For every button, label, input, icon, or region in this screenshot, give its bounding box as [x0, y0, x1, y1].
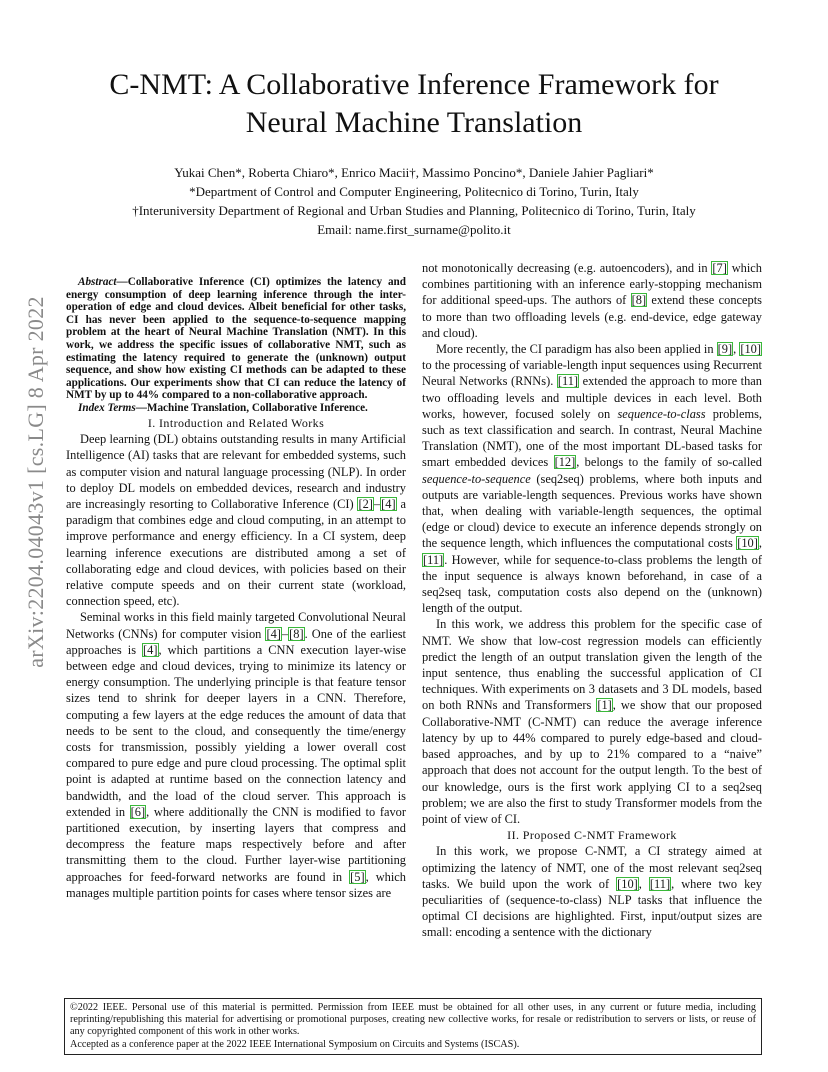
citation-link[interactable]: [11] — [649, 876, 671, 891]
text-run: . One of the earliest approaches is — [66, 626, 406, 657]
affiliation-2: †Interuniversity Department of Regional and Urban Studies and Planning, Politecnico di Torino, Turin, Italy — [132, 203, 696, 218]
index-terms-label: Index Terms — [78, 401, 136, 414]
citation-link[interactable]: [11] — [423, 552, 444, 567]
text-run: , which partitions a CNN execution layer-wise between edge and cloud devices, trying to minimize its latency or energy consumption. The underlying principle is that feature tensor sizes tend to shrink for deeper layers in a CNN. Therefore, computing a few layers at the edge reduces the amount of data that needs to be sent to the cloud, and consequently the time/energy costs for transmission, possibly yielding a lower overall cost compared to pure edge and pure cloud processing. The optimal split point is adapted at runtime based on the connection latency and bandwidth, and the load of the cloud server. This approach is extended in — [66, 642, 407, 819]
author-block — [60, 163, 768, 239]
citation-link[interactable]: [12] — [554, 455, 576, 470]
text-run: Deep learning (DL) obtains outstanding results in many Artificial Intelligence (AI) tasks that are relevant for embedded systems, such as computer vision and natural language processing (NLP). In order to deploy DL models on embedded devices, research and industry are increasingly resorting to Collaborative Inference (CI) — [66, 432, 406, 511]
intro-paragraph-2 — [66, 609, 406, 901]
citation-link[interactable]: [7] — [712, 261, 727, 275]
citation-link[interactable]: [4] — [381, 496, 396, 511]
citation-link[interactable]: [10] — [617, 876, 638, 891]
text-run: extended the approach to more than two offloading levels and multiple devices in each level. Both works, however, focused solely on — [422, 374, 762, 421]
right-column — [422, 260, 762, 941]
text-run: not monotonically decreasing (e.g. autoencoders), and in — [422, 261, 712, 275]
abstract — [66, 276, 406, 402]
citation-link[interactable]: [8] — [631, 293, 647, 308]
author-names: Yukai Chen*, Roberta Chiaro*, Enrico Macii†, Massimo Poncino*, Daniele Jahier Pagliari* — [174, 165, 654, 180]
text-run: , where additionally the CNN is modified to favor partitioned execution, by inserting layers that compress and decompress the feature maps respectively before and after transmitting them to the cloud. Further layer-wise partitioning approaches for feed-forward networks are found in — [66, 804, 406, 884]
abstract-label: Abstract — [78, 276, 117, 288]
citation-link[interactable]: [8] — [289, 626, 304, 641]
intro-paragraph-3 — [422, 341, 762, 616]
text-run: which combines partitioning with an inference early-stopping mechanism for additional speed-ups. The authors of — [422, 261, 762, 308]
text-run: . However, while for sequence-to-class problems the length of the input sequence is always known beforehand, in case of a seq2seq task, computation costs also depend on the (unknown) length of the output. — [422, 552, 762, 616]
citation-link[interactable]: [10] — [740, 342, 761, 357]
title-line-2: Neural Machine Translation — [245, 106, 583, 139]
citation-link[interactable]: [4] — [266, 626, 281, 641]
italic-term: sequence-to-sequence — [422, 471, 531, 486]
intro-paragraph-4 — [422, 616, 762, 827]
abstract-text: —Collaborative Inference (CI) optimizes the latency and energy consumption of deep learning inference through the inter-operation of edge and cloud devices. Albeit beneficial for other tasks, CI has never been applied to the sequence-to-sequence mapping problem at the heart of Neural Machine Translation (NMT). In this work, we address the specific issues of collaborative NMT, such as estimating the latency required to generate the (unknown) output sequence, and show how existing CI methods can be adapted to these applications. Our experiments show that CI can reduce the latency of NMT by up to 44% compared to a non-collaborative approach. — [66, 276, 406, 402]
text-run: , which manages multiple partition points for cases where tensor sizes are — [66, 869, 406, 900]
accepted-note: Accepted as a conference paper at the 2022 IEEE International Symposium on Circuits and Systems (ISCAS). — [70, 1038, 520, 1050]
text-run: (seq2seq) problems, where both inputs and outputs are variable-length sequences. Previous works have shown that, when dealing with variable-length sequences, the optimal (edge or cloud) device to execute an inference depends strongly on the sequence length, which influences the computational costs — [422, 471, 762, 551]
copyright-notice-box — [64, 998, 762, 1055]
title-line-1: C-NMT: A Collaborative Inference Framework for — [109, 68, 719, 101]
text-run: , we show that our proposed Collaborative-NMT (C-NMT) can reduce the average inference latency by up to 44% compared to purely edge-based and cloud-based approaches, and by up to 21% compared to a “naive” approach that does not account for the output length. To the best of our knowledge, ours is the first work applying CI to a seq2seq problem; we are also the first to study Transformer models from the point of view of CI. — [422, 698, 762, 826]
text-run: , — [758, 536, 762, 551]
section-1-heading: I. Introduction and Related Works — [147, 415, 325, 430]
framework-paragraph-1 — [422, 843, 762, 940]
text-run: , belongs to the family of so-called — [576, 455, 762, 470]
text-run: – — [373, 496, 381, 511]
citation-link[interactable]: [1] — [597, 698, 612, 713]
text-run: In this work, we address this problem for the specific case of NMT. We show that low-cost regression models can efficiently predict the length of an output translation given the length of the input sentence, thus enabling the successful application of CI techniques. With experiments on 3 datasets and 3 DL models, based on both RNNs and Transformers — [422, 617, 762, 713]
intro-paragraph-1 — [66, 431, 406, 609]
left-column — [66, 276, 406, 901]
text-run: to the processing of variable-length input sequences using Recurrent Neural Networks (RNNs). — [422, 358, 762, 389]
affiliation-1: *Department of Control and Computer Engineering, Politecnico di Torino, Turin, Italy — [189, 184, 639, 199]
text-run: , — [638, 876, 649, 891]
paper-title — [60, 66, 768, 142]
text-run: – — [281, 626, 289, 641]
index-terms-text: —Machine Translation, Collaborative Inference. — [135, 401, 368, 414]
index-terms — [66, 402, 406, 415]
text-run: More recently, the CI paradigm has also been applied in — [436, 342, 717, 357]
text-run: a paradigm that combines edge and cloud computing, in an attempt to improve performance and energy efficiency. In a CI system, deep learning inference executions are distributed among a set of collaborating edge and cloud devices, with policies based on their relative compute speeds and on their current state (workload, connection speed, etc). — [66, 496, 406, 609]
text-run: problems, such as text classification and search. In contrast, Neural Machine Translation (NMT), one of the most important DL-based tasks for smart embedded devices — [422, 406, 762, 470]
citation-link[interactable]: [4] — [143, 642, 158, 657]
citation-link[interactable]: [9] — [717, 342, 733, 357]
text-run: , where two key peculiarities of (sequence-to-class) NLP tasks that influence the optimal CI decisions are highlighted. First, input/output sizes are small: encoding a sentence with the dictionary — [422, 876, 762, 940]
italic-term: sequence-to-class — [617, 406, 706, 421]
arxiv-watermark — [24, 292, 48, 672]
citation-link[interactable]: [6] — [130, 804, 146, 819]
continued-paragraph — [422, 260, 762, 341]
text-run: , — [733, 342, 740, 357]
citation-link[interactable]: [5] — [350, 869, 365, 884]
text-run: extend these concepts to more than two offloading levels (e.g. end-device, edge gateway and cloud). — [422, 293, 762, 340]
citation-link[interactable]: [11] — [557, 374, 579, 389]
copyright-text: ©2022 IEEE. Personal use of this material is permitted. Permission from IEEE must be obtained for all other uses, in any current or future media, including reprinting/republishing this material for advertising or promotional purposes, creating new collective works, for resale or redistribution to servers or lists, or reuse of any copyrighted component of this work in other works. — [70, 1002, 756, 1038]
arxiv-id: arXiv:2204.04043v1 [cs.LG] 8 Apr 2022 — [23, 296, 48, 668]
author-email: Email: name.first_surname@polito.it — [317, 222, 511, 237]
citation-link[interactable]: [2] — [358, 496, 373, 511]
section-2-heading: II. Proposed C-NMT Framework — [507, 828, 677, 843]
citation-link[interactable]: [10] — [737, 536, 758, 551]
text-run: Seminal works in this field mainly targeted Convolutional Neural Networks (CNNs) for computer vision — [66, 610, 406, 641]
text-run: In this work, we propose C-NMT, a CI strategy aimed at optimizing the latency of NMT, one of the most relevant seq2seq tasks. We build upon the work of — [422, 844, 762, 891]
